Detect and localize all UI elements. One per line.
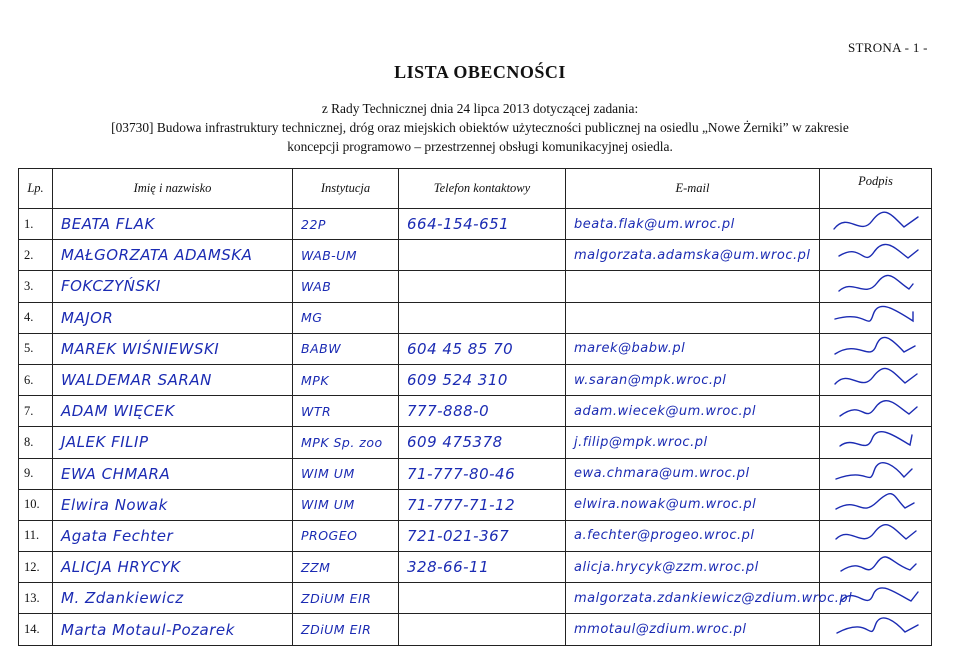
row-number: 3. [19,271,53,302]
table-row [19,333,932,364]
subtitle-line-3: koncepcji programowo – przestrzennej obsługi komunikacyjnej osiedla. [287,139,673,154]
handwritten-signature [820,490,932,520]
attendee-name: ADAM WIĘCEK [53,396,293,427]
attendee-email: mmotaul@zdium.wroc.pl [566,614,820,645]
attendee-institution: MG [293,302,399,333]
attendee-institution: PROGEO [293,520,399,551]
table-row [19,552,932,583]
attendee-name: Elwira Nowak [53,489,293,520]
attendee-name: BEATA FLAK [53,209,293,240]
handwritten-signature [820,303,932,333]
table-row [19,302,932,333]
attendee-institution: 22P [293,209,399,240]
handwritten-signature [820,334,932,364]
attendee-name: ALICJA HRYCYK [53,552,293,583]
attendee-email: marek@babw.pl [566,333,820,364]
row-number: 9. [19,458,53,489]
attendee-phone: 609 524 310 [399,364,566,395]
attendee-name: JALEK FILIP [53,427,293,458]
signature-cell [820,583,932,614]
attendee-phone [399,583,566,614]
handwritten-signature [820,614,932,644]
table-body [19,209,932,646]
page-number: STRONA - 1 - [848,40,928,55]
attendee-institution: WAB [293,271,399,302]
document-title: LISTA OBECNOŚCI [394,62,566,82]
row-number: 2. [19,240,53,271]
handwritten-signature [820,427,932,457]
row-number: 14. [19,614,53,645]
handwritten-signature [820,271,932,301]
attendee-email: adam.wiecek@um.wroc.pl [566,396,820,427]
table-row [19,583,932,614]
attendee-institution: MPK Sp. zoo [293,427,399,458]
signature-cell [820,396,932,427]
attendee-phone [399,240,566,271]
attendee-email: malgorzata.zdankiewicz@zdium.wroc.pl [566,583,820,614]
row-number: 12. [19,552,53,583]
document-subtitle [60,99,900,156]
signature-cell [820,271,932,302]
subtitle-line-1: z Rady Technicznej dnia 24 lipca 2013 dotyczącej zadania: [321,101,639,116]
attendee-name: MAJOR [53,302,293,333]
attendee-phone: 604 45 85 70 [399,333,566,364]
attendee-phone [399,302,566,333]
col-header-lp: Lp. [19,169,53,209]
attendee-phone [399,271,566,302]
attendee-name: M. Zdankiewicz [53,583,293,614]
table-header-row [19,169,932,209]
attendee-email [566,271,820,302]
attendee-institution: ZDiUM EIR [293,614,399,645]
attendee-institution: WIM UM [293,489,399,520]
signature-cell [820,427,932,458]
row-number: 5. [19,333,53,364]
table-row [19,458,932,489]
attendee-name: MAŁGORZATA ADAMSKA [53,240,293,271]
row-number: 10. [19,489,53,520]
table-row [19,364,932,395]
signature-cell [820,240,932,271]
attendee-phone: 71-777-80-46 [399,458,566,489]
signature-cell [820,302,932,333]
attendee-phone: 328-66-11 [399,552,566,583]
attendee-phone: 721-021-367 [399,520,566,551]
signature-cell [820,552,932,583]
handwritten-signature [820,521,932,551]
col-header-phone: Telefon kontaktowy [399,169,566,209]
attendance-table [18,168,932,646]
handwritten-signature [820,552,932,582]
attendee-email: j.filip@mpk.wroc.pl [566,427,820,458]
handwritten-signature [820,396,932,426]
attendee-email: malgorzata.adamska@um.wroc.pl [566,240,820,271]
signature-cell [820,614,932,645]
attendee-name: WALDEMAR SARAN [53,364,293,395]
signature-cell [820,458,932,489]
row-number: 4. [19,302,53,333]
attendee-name: MAREK WIŚNIEWSKI [53,333,293,364]
attendee-phone: 777-888-0 [399,396,566,427]
attendee-name: Agata Fechter [53,520,293,551]
signature-cell [820,209,932,240]
table-row [19,489,932,520]
attendee-email: elwira.nowak@um.wroc.pl [566,489,820,520]
col-header-name: Imię i nazwisko [53,169,293,209]
signature-cell [820,520,932,551]
row-number: 11. [19,520,53,551]
row-number: 13. [19,583,53,614]
row-number: 8. [19,427,53,458]
attendee-email: alicja.hrycyk@zzm.wroc.pl [566,552,820,583]
attendee-name: Marta Motaul-Pozarek [53,614,293,645]
attendee-phone [399,614,566,645]
handwritten-signature [820,459,932,489]
attendee-institution: MPK [293,364,399,395]
attendee-name: EWA CHMARA [53,458,293,489]
subtitle-line-2: [03730] Budowa infrastruktury technicznej, dróg oraz miejskich obiektów użyteczności publicznej na osiedlu „Nowe Żerniki” w zakresie [111,120,849,135]
handwritten-signature [820,209,932,239]
attendee-email: w.saran@mpk.wroc.pl [566,364,820,395]
attendee-email: beata.flak@um.wroc.pl [566,209,820,240]
handwritten-signature [820,240,932,270]
signature-cell [820,333,932,364]
attendee-institution: ZZM [293,552,399,583]
col-header-email: E-mail [566,169,820,209]
attendee-phone: 664-154-651 [399,209,566,240]
signature-cell [820,489,932,520]
row-number: 7. [19,396,53,427]
row-number: 6. [19,364,53,395]
attendee-institution: WTR [293,396,399,427]
attendee-phone: 71-777-71-12 [399,489,566,520]
table-row [19,209,932,240]
col-header-institution: Instytucja [293,169,399,209]
table-row [19,271,932,302]
attendee-institution: BABW [293,333,399,364]
attendee-institution: ZDiUM EIR [293,583,399,614]
row-number: 1. [19,209,53,240]
col-header-signature: Podpis [820,169,932,209]
handwritten-signature [820,365,932,395]
table-row [19,427,932,458]
signature-cell [820,364,932,395]
table-row [19,520,932,551]
table-row [19,614,932,645]
handwritten-signature [820,583,932,613]
table-row [19,396,932,427]
attendee-phone: 609 475378 [399,427,566,458]
attendee-email: ewa.chmara@um.wroc.pl [566,458,820,489]
table-row [19,240,932,271]
attendee-email: a.fechter@progeo.wroc.pl [566,520,820,551]
attendee-name: FOKCZYŃSKI [53,271,293,302]
attendee-institution: WIM UM [293,458,399,489]
attendee-institution: WAB-UM [293,240,399,271]
attendee-email [566,302,820,333]
